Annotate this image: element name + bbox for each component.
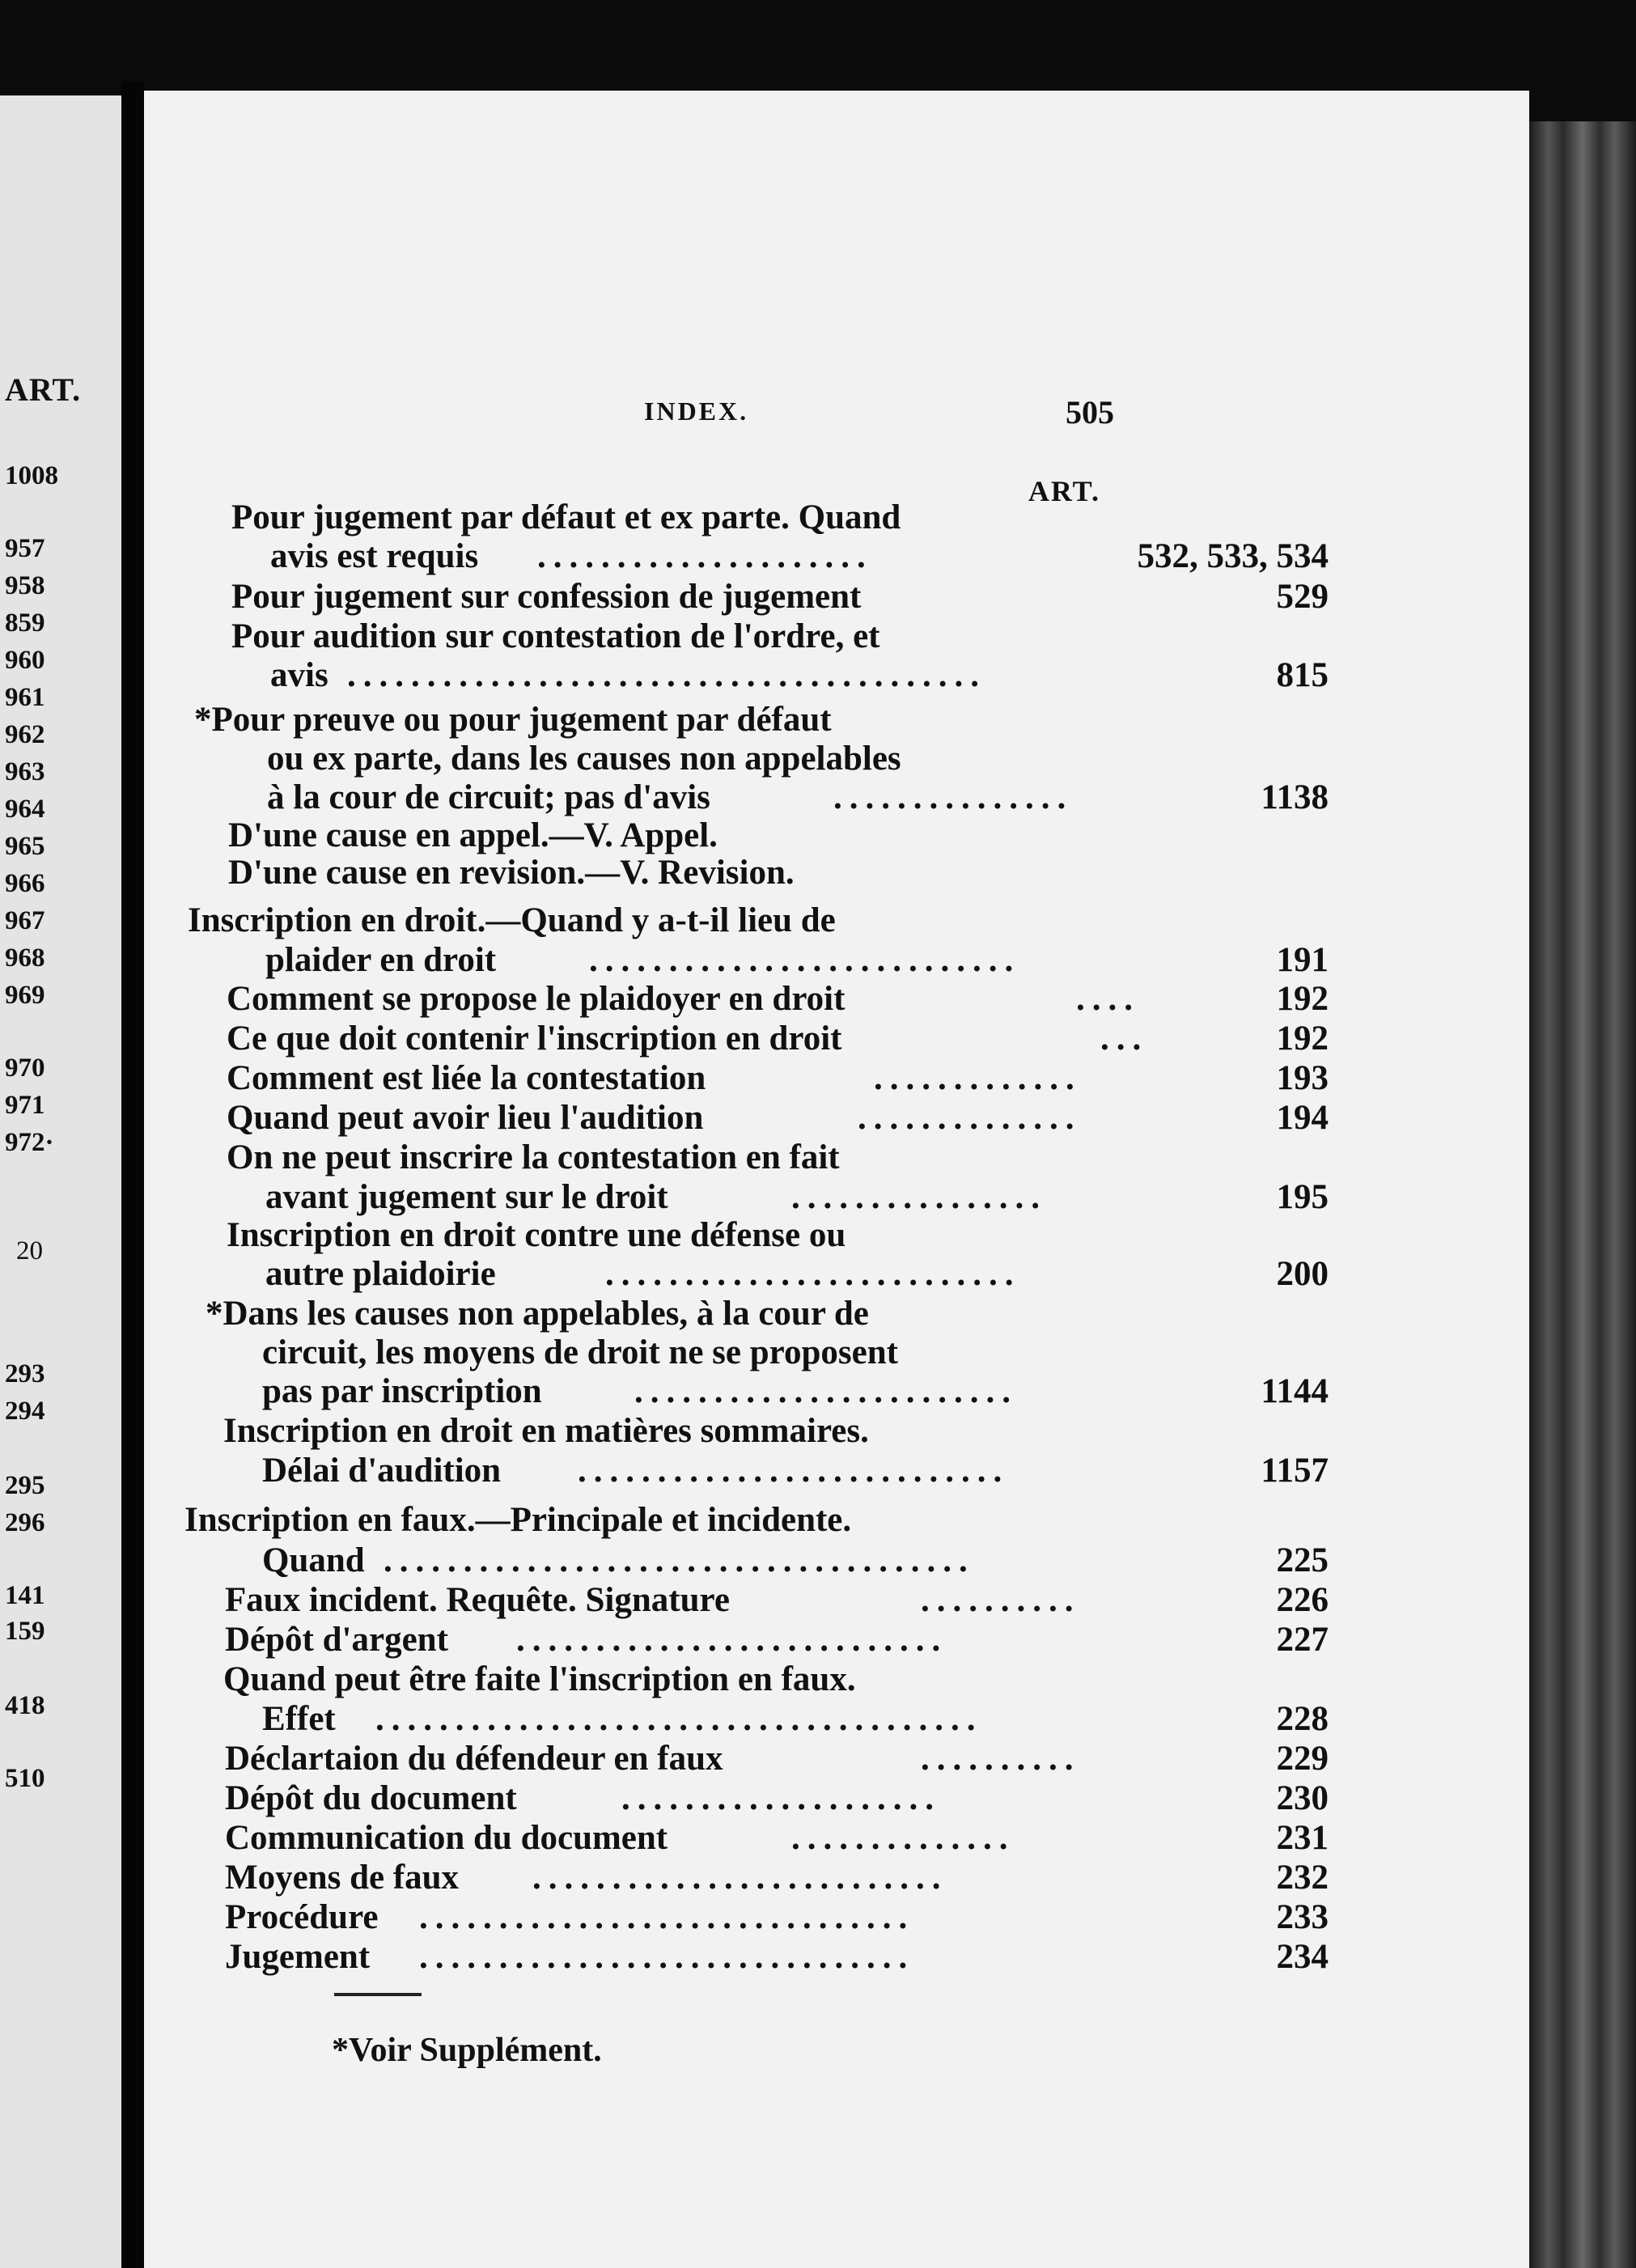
index-entry: avis ........................................ 815	[270, 657, 1329, 694]
index-entry: D'une cause en appel.—V. Appel.	[228, 817, 718, 854]
footnote: *Voir Supplément.	[332, 2032, 602, 2069]
facing-page-art-number: 967	[5, 906, 45, 935]
index-entry: *Pour preuve ou pour jugement par défaut	[194, 702, 832, 739]
facing-page-art-number: 294	[5, 1397, 45, 1426]
index-entry: On ne peut inscrire la contestation en fait	[227, 1139, 840, 1176]
index-entry: Quand ..................................... 225	[262, 1542, 1329, 1579]
facing-page-art-number: 418	[5, 1691, 45, 1720]
facing-page-art-number: 293	[5, 1359, 45, 1388]
index-entry: Comment se propose le plaidoyer en droit .... 192	[227, 981, 1329, 1018]
facing-page-art-number: 961	[5, 683, 45, 712]
index-entry: Pour audition sur contestation de l'ordre, et	[231, 618, 880, 655]
facing-page-art-heading: ART.	[5, 371, 82, 408]
facing-page-art-number: 964	[5, 795, 45, 824]
index-entry: Inscription en droit.—Quand y a-t-il lieu de	[188, 902, 836, 939]
facing-page-art-number: 966	[5, 869, 45, 898]
index-entry: Jugement ............................... 234	[225, 1939, 1329, 1976]
facing-page-art-number: 957	[5, 534, 45, 563]
index-entry: Inscription en droit contre une défense ou	[227, 1217, 846, 1254]
index-entry: Délai d'audition ........................... 1157	[262, 1452, 1329, 1490]
index-entries	[144, 91, 1529, 2268]
index-entry: Inscription en droit en matières sommaires.	[223, 1413, 869, 1450]
index-entry: Moyens de faux .......................... 232	[225, 1859, 1329, 1897]
facing-page-art-number: 141	[5, 1581, 45, 1610]
index-entry: ou ex parte, dans les causes non appelables	[267, 740, 901, 778]
facing-page-art-number: 295	[5, 1471, 45, 1500]
index-entry: Effet ...................................... 228	[262, 1701, 1329, 1738]
facing-page-art-number: 20	[16, 1236, 43, 1265]
facing-page-art-number: 965	[5, 832, 45, 861]
facing-page-art-number: 971	[5, 1091, 45, 1120]
index-entry: Procédure ............................... 233	[225, 1899, 1329, 1936]
facing-page-art-number: 970	[5, 1053, 45, 1083]
index-entry: Inscription en faux.—Principale et incidente.	[184, 1502, 852, 1539]
facing-page-art-number: 962	[5, 720, 45, 749]
facing-page-art-number: 1008	[5, 461, 58, 490]
facing-page-art-number: 969	[5, 981, 45, 1010]
facing-page-art-number: 960	[5, 646, 45, 675]
facing-page-art-number: 159	[5, 1617, 45, 1646]
facing-page-art-number: 296	[5, 1508, 45, 1537]
art-column-heading: ART.	[1028, 475, 1100, 507]
index-entry: *Dans les causes non appelables, à la cour de	[206, 1295, 869, 1333]
facing-page-art-number: 510	[5, 1764, 45, 1793]
index-entry: Pour jugement sur confession de jugement 529	[231, 579, 1329, 616]
index-entry: Ce que doit contenir l'inscription en droit ... 192	[227, 1020, 1329, 1058]
page-edges	[1529, 121, 1636, 2268]
index-entry: pas par inscription ........................ 1144	[262, 1373, 1329, 1410]
facing-page-art-number: 968	[5, 943, 45, 973]
running-head: INDEX.	[644, 396, 749, 426]
index-page	[144, 91, 1529, 2268]
index-entry: avis est requis ..................... 532, 533, 534	[270, 538, 1329, 575]
index-entry: Communication du document .............. 231	[225, 1820, 1329, 1857]
facing-page-art-number: 958	[5, 571, 45, 600]
index-entry: Comment est liée la contestation ............. 193	[227, 1060, 1329, 1097]
facing-page-art-number: 859	[5, 608, 45, 638]
index-entry: D'une cause en revision.—V. Revision.	[228, 854, 795, 892]
facing-page-art-number: 972·	[5, 1128, 54, 1157]
index-entry: Déclartaion du défendeur en faux .......... 229	[225, 1740, 1329, 1778]
page-number: 505	[1066, 394, 1114, 430]
index-entry: Faux incident. Requête. Signature .......... 226	[225, 1582, 1329, 1619]
facing-page-strip	[0, 95, 121, 2268]
footnote-rule	[334, 1993, 422, 1996]
index-entry: avant jugement sur le droit ................ 195	[265, 1179, 1329, 1216]
index-entry: à la cour de circuit; pas d'avis ............... 1138	[267, 779, 1329, 816]
index-entry: autre plaidoirie .......................... 200	[265, 1256, 1329, 1293]
index-entry: plaider en droit ........................... 191	[265, 942, 1329, 979]
index-entry: Pour jugement par défaut et ex parte. Quand	[231, 499, 901, 536]
index-entry: Quand peut être faite l'inscription en faux.	[223, 1661, 856, 1698]
book-gutter	[121, 81, 144, 2268]
facing-page-art-number: 963	[5, 757, 45, 786]
index-entry: Quand peut avoir lieu l'audition .............. 194	[227, 1100, 1329, 1137]
index-entry: Dépôt d'argent ........................... 227	[225, 1622, 1329, 1659]
index-entry: circuit, les moyens de droit ne se proposent	[262, 1334, 898, 1371]
index-entry: Dépôt du document .................... 230	[225, 1780, 1329, 1817]
